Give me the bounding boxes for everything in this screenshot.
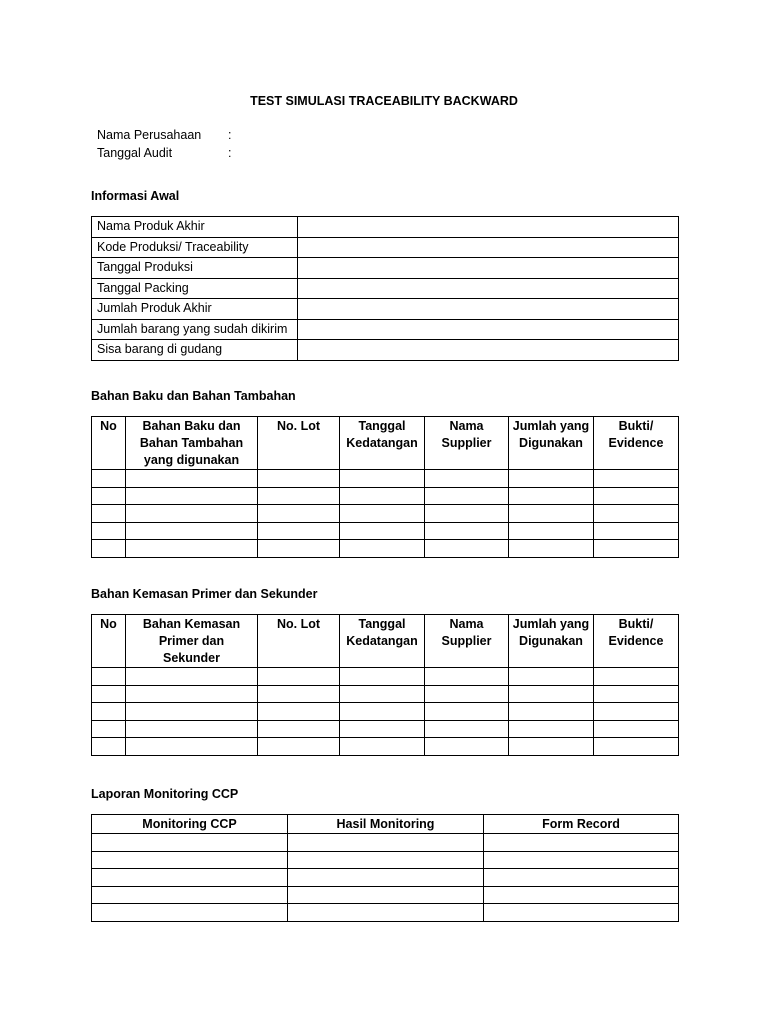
table-cell[interactable] [92, 522, 126, 540]
table-cell[interactable] [340, 540, 425, 558]
audit-date-field [97, 144, 231, 162]
column-header-line: Bahan Kemasan [142, 617, 241, 631]
column-header-line: Evidence [608, 634, 664, 648]
info-row [92, 258, 679, 279]
table-row [92, 720, 679, 738]
table-cell[interactable] [258, 738, 340, 756]
info-row [92, 340, 679, 361]
audit-date-separator: : [228, 146, 232, 160]
table-cell[interactable] [288, 834, 484, 852]
column-header: Monitoring CCP [92, 815, 288, 834]
table-cell[interactable] [126, 738, 258, 756]
table-cell[interactable] [594, 703, 679, 721]
table-cell[interactable] [340, 505, 425, 523]
info-value-cell[interactable] [298, 340, 679, 361]
table-cell[interactable] [258, 540, 340, 558]
table-cell[interactable] [92, 738, 126, 756]
column-header-line: Jumlah yang [512, 419, 590, 433]
info-label: Nama Produk Akhir [92, 217, 298, 238]
table-cell[interactable] [509, 685, 594, 703]
column-header [340, 615, 425, 668]
table-cell[interactable] [126, 703, 258, 721]
table-cell[interactable] [126, 470, 258, 488]
table-cell[interactable] [340, 522, 425, 540]
table-cell[interactable] [126, 540, 258, 558]
table-cell[interactable] [92, 904, 288, 922]
column-header [425, 615, 509, 668]
table-cell[interactable] [92, 505, 126, 523]
table-cell[interactable] [509, 540, 594, 558]
column-header-line: Digunakan [519, 436, 583, 450]
table-cell[interactable] [425, 522, 509, 540]
table-cell[interactable] [484, 904, 679, 922]
column-header-line: Supplier [441, 436, 492, 450]
column-header-line: Tanggal [358, 617, 406, 631]
table-cell[interactable] [126, 505, 258, 523]
table-cell[interactable] [484, 851, 679, 869]
raw-material-table [91, 416, 679, 558]
packaging-table [91, 614, 679, 756]
table-cell[interactable] [425, 738, 509, 756]
table-row [92, 487, 679, 505]
table-cell[interactable] [92, 540, 126, 558]
table-cell[interactable] [126, 522, 258, 540]
table-row [92, 886, 679, 904]
table-cell[interactable] [425, 505, 509, 523]
column-header-line: Kedatangan [346, 436, 418, 450]
column-header [594, 417, 679, 470]
table-cell[interactable] [594, 738, 679, 756]
table-row [92, 668, 679, 686]
table-row [92, 738, 679, 756]
table-row [92, 851, 679, 869]
table-cell[interactable] [425, 703, 509, 721]
table-cell[interactable] [288, 851, 484, 869]
table-row [92, 869, 679, 887]
info-row [92, 217, 679, 238]
table-row [92, 685, 679, 703]
table-cell[interactable] [92, 886, 288, 904]
info-label: Kode Produksi/ Traceability [92, 237, 298, 258]
column-header [340, 417, 425, 470]
table-cell[interactable] [258, 703, 340, 721]
ccp-heading: Laporan Monitoring CCP [91, 787, 239, 801]
header-row [92, 815, 679, 834]
info-value-cell[interactable] [298, 278, 679, 299]
column-header [594, 615, 679, 668]
info-label: Jumlah Produk Akhir [92, 299, 298, 320]
table-cell[interactable] [594, 668, 679, 686]
table-cell[interactable] [594, 522, 679, 540]
table-cell[interactable] [92, 869, 288, 887]
company-name-field [97, 126, 231, 144]
table-cell[interactable] [509, 522, 594, 540]
table-cell[interactable] [484, 869, 679, 887]
column-header [509, 417, 594, 470]
table-cell[interactable] [258, 522, 340, 540]
column-header-line: Supplier [441, 634, 492, 648]
header-row [92, 417, 679, 470]
column-header-line: Sekunder [163, 651, 220, 665]
table-cell[interactable] [92, 487, 126, 505]
table-cell[interactable] [340, 738, 425, 756]
column-header-line: Bukti/ [618, 617, 654, 631]
packaging-heading: Bahan Kemasan Primer dan Sekunder [91, 587, 318, 601]
table-cell[interactable] [594, 487, 679, 505]
table-cell[interactable] [92, 703, 126, 721]
column-header-line: Bahan Baku dan [142, 419, 241, 433]
info-heading: Informasi Awal [91, 189, 180, 203]
column-header [92, 615, 126, 668]
table-cell[interactable] [288, 886, 484, 904]
table-row [92, 522, 679, 540]
table-cell[interactable] [126, 720, 258, 738]
table-cell[interactable] [425, 720, 509, 738]
table-cell[interactable] [509, 487, 594, 505]
table-cell[interactable] [509, 703, 594, 721]
table-row [92, 540, 679, 558]
table-cell[interactable] [509, 470, 594, 488]
info-row [92, 299, 679, 320]
column-header-line: Nama [449, 419, 484, 433]
info-value-cell[interactable] [298, 319, 679, 340]
info-row [92, 278, 679, 299]
table-cell[interactable] [92, 685, 126, 703]
table-cell[interactable] [288, 904, 484, 922]
column-header-line: Digunakan [519, 634, 583, 648]
table-cell[interactable] [92, 668, 126, 686]
info-label: Jumlah barang yang sudah dikirim [92, 319, 298, 340]
table-cell[interactable] [126, 668, 258, 686]
table-cell[interactable] [340, 703, 425, 721]
column-header-line: No [100, 617, 117, 631]
info-label: Sisa barang di gudang [92, 340, 298, 361]
info-value-cell[interactable] [298, 217, 679, 238]
page-title: TEST SIMULASI TRACEABILITY BACKWARD [250, 94, 518, 108]
table-cell[interactable] [484, 834, 679, 852]
table-cell[interactable] [425, 540, 509, 558]
column-header-line: No. Lot [276, 617, 321, 631]
table-row [92, 505, 679, 523]
table-cell[interactable] [258, 487, 340, 505]
table-cell[interactable] [92, 720, 126, 738]
table-cell[interactable] [594, 720, 679, 738]
table-row [92, 703, 679, 721]
column-header [258, 417, 340, 470]
table-cell[interactable] [594, 540, 679, 558]
column-header-line: Primer dan [158, 634, 225, 648]
info-row [92, 237, 679, 258]
table-cell[interactable] [340, 470, 425, 488]
header-fields [97, 126, 231, 162]
table-cell[interactable] [126, 487, 258, 505]
column-header [509, 615, 594, 668]
company-name-label: Nama Perusahaan [97, 128, 202, 142]
header-row [92, 615, 679, 668]
info-label: Tanggal Produksi [92, 258, 298, 279]
raw-material-heading: Bahan Baku dan Bahan Tambahan [91, 389, 296, 403]
column-header [126, 417, 258, 470]
table-cell[interactable] [92, 834, 288, 852]
table-cell[interactable] [594, 685, 679, 703]
column-header [126, 615, 258, 668]
column-header [425, 417, 509, 470]
column-header-line: No. Lot [276, 419, 321, 433]
table-row [92, 470, 679, 488]
ccp-table [91, 814, 679, 922]
table-cell[interactable] [288, 869, 484, 887]
table-cell[interactable] [509, 720, 594, 738]
column-header-line: Bukti/ [618, 419, 654, 433]
table-cell[interactable] [92, 851, 288, 869]
column-header-line: Tanggal [358, 419, 406, 433]
info-label: Tanggal Packing [92, 278, 298, 299]
info-table [91, 216, 679, 361]
table-cell[interactable] [340, 685, 425, 703]
table-cell[interactable] [594, 505, 679, 523]
column-header-line: Kedatangan [346, 634, 418, 648]
column-header-line: Bahan Tambahan [139, 436, 244, 450]
column-header: Hasil Monitoring [288, 815, 484, 834]
table-cell[interactable] [258, 470, 340, 488]
table-cell[interactable] [594, 470, 679, 488]
table-row [92, 904, 679, 922]
table-cell[interactable] [509, 668, 594, 686]
info-value-cell[interactable] [298, 237, 679, 258]
column-header: Form Record [484, 815, 679, 834]
table-cell[interactable] [509, 738, 594, 756]
column-header-line: yang digunakan [143, 453, 240, 467]
table-cell[interactable] [126, 685, 258, 703]
table-cell[interactable] [509, 505, 594, 523]
info-value-cell[interactable] [298, 299, 679, 320]
table-cell[interactable] [425, 685, 509, 703]
table-cell[interactable] [258, 720, 340, 738]
table-cell[interactable] [425, 470, 509, 488]
table-cell[interactable] [92, 470, 126, 488]
table-row [92, 834, 679, 852]
table-cell[interactable] [340, 487, 425, 505]
column-header [258, 615, 340, 668]
table-cell[interactable] [258, 668, 340, 686]
table-cell[interactable] [340, 720, 425, 738]
column-header-line: Jumlah yang [512, 617, 590, 631]
column-header-line: No [100, 419, 117, 433]
audit-date-label: Tanggal Audit [97, 146, 173, 160]
table-cell[interactable] [484, 886, 679, 904]
company-name-separator: : [228, 128, 232, 142]
table-cell[interactable] [258, 505, 340, 523]
info-row [92, 319, 679, 340]
column-header [92, 417, 126, 470]
table-cell[interactable] [425, 668, 509, 686]
table-cell[interactable] [425, 487, 509, 505]
column-header-line: Nama [449, 617, 484, 631]
info-value-cell[interactable] [298, 258, 679, 279]
table-cell[interactable] [340, 668, 425, 686]
column-header-line: Evidence [608, 436, 664, 450]
table-cell[interactable] [258, 685, 340, 703]
